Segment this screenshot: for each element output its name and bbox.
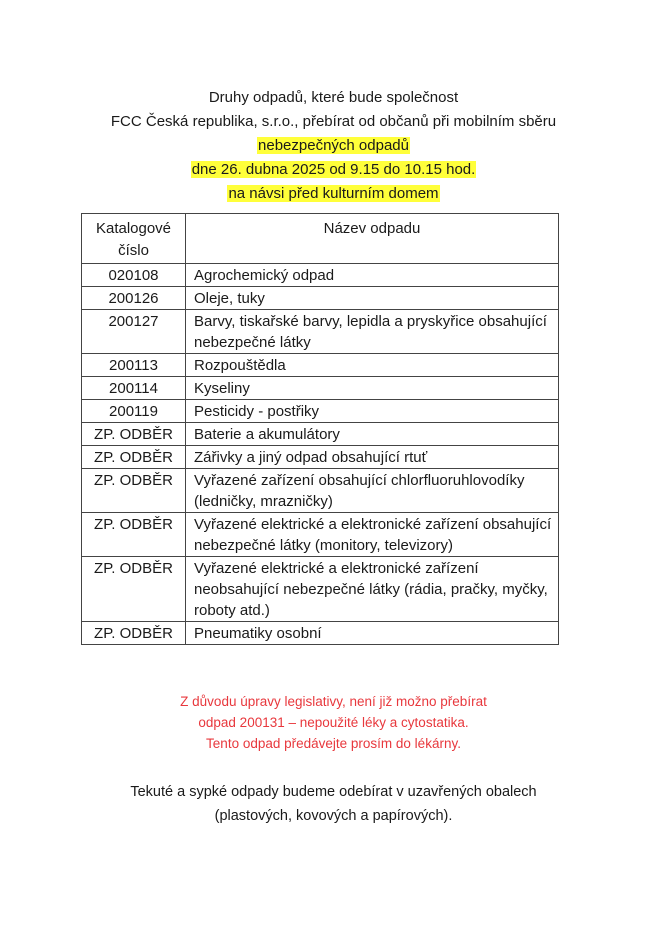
column-header-code <box>82 214 186 264</box>
table-row <box>82 513 559 557</box>
table-row <box>82 354 559 377</box>
waste-code-cell: 200127 <box>82 310 186 354</box>
warning-line-1: Z důvodu úpravy legislativy, není již možno přebírat <box>180 694 487 709</box>
header-line-3 <box>0 134 667 158</box>
table-row <box>82 310 559 354</box>
waste-name-cell: Rozpouštědla <box>186 354 559 377</box>
waste-name-cell: Barvy, tiskařské barvy, lepidla a pryskyřice obsahující nebezpečné látky <box>186 310 559 354</box>
packaging-note <box>0 780 667 828</box>
announcement-header <box>0 86 667 206</box>
column-header-code-line-2: číslo <box>118 242 149 259</box>
waste-code-cell: 200114 <box>82 377 186 400</box>
highlight-title: nebezpečných odpadů <box>258 137 409 154</box>
waste-code-cell: ZP. ODBĚR <box>82 557 186 622</box>
waste-code-cell: 020108 <box>82 264 186 287</box>
waste-name-cell: Pesticidy - postřiky <box>186 400 559 423</box>
waste-name-cell: Baterie a akumulátory <box>186 423 559 446</box>
column-header-name: Název odpadu <box>186 214 559 264</box>
table-row <box>82 557 559 622</box>
note-line-2: (plastových, kovových a papírových). <box>214 808 453 824</box>
header-line-2: FCC Česká republika, s.r.o., přebírat od občanů při mobilním sběru <box>110 113 557 130</box>
warning-line-2: odpad 200131 – nepoužité léky a cytostatika. <box>198 715 469 730</box>
column-header-code-line-1: Katalogové <box>95 220 172 237</box>
waste-code-cell: 200113 <box>82 354 186 377</box>
highlight-date: dne 26. dubna 2025 od 9.15 do 10.15 hod. <box>191 161 476 178</box>
table-row <box>82 622 559 645</box>
warning-line-3: Tento odpad předávejte prosím do lékárny. <box>206 736 461 751</box>
waste-code-cell: ZP. ODBĚR <box>82 622 186 645</box>
waste-code-cell: 200119 <box>82 400 186 423</box>
table-row <box>82 423 559 446</box>
note-line-1: Tekuté a sypké odpady budeme odebírat v uzavřených obalech <box>130 784 537 800</box>
waste-table <box>81 213 559 645</box>
waste-name-cell: Zářivky a jiný odpad obsahující rtuť <box>186 446 559 469</box>
legislation-warning <box>0 691 667 754</box>
header-line-5 <box>0 182 667 206</box>
waste-name-cell: Vyřazené elektrické a elektronické zařízení obsahující nebezpečné látky (monitory, televizory) <box>186 513 559 557</box>
table-header-row <box>82 214 559 264</box>
waste-code-cell: ZP. ODBĚR <box>82 423 186 446</box>
waste-name-cell: Vyřazené elektrické a elektronické zařízení neobsahující nebezpečné látky (rádia, pračky, myčky, roboty atd.) <box>186 557 559 622</box>
waste-name-cell: Oleje, tuky <box>186 287 559 310</box>
table-row <box>82 469 559 513</box>
waste-code-cell: ZP. ODBĚR <box>82 513 186 557</box>
table-row <box>82 287 559 310</box>
table-row <box>82 446 559 469</box>
waste-code-cell: 200126 <box>82 287 186 310</box>
table-row <box>82 400 559 423</box>
waste-code-cell: ZP. ODBĚR <box>82 469 186 513</box>
waste-name-cell: Kyseliny <box>186 377 559 400</box>
waste-name-cell: Pneumatiky osobní <box>186 622 559 645</box>
table-row <box>82 264 559 287</box>
header-line-1: Druhy odpadů, které bude společnost <box>208 89 459 106</box>
waste-code-cell: ZP. ODBĚR <box>82 446 186 469</box>
highlight-place: na návsi před kulturním domem <box>228 185 439 202</box>
table-body <box>82 264 559 645</box>
waste-name-cell: Vyřazené zařízení obsahující chlorfluoruhlovodíky (ledničky, mrazničky) <box>186 469 559 513</box>
table-row <box>82 377 559 400</box>
waste-name-cell: Agrochemický odpad <box>186 264 559 287</box>
header-line-4 <box>0 158 667 182</box>
